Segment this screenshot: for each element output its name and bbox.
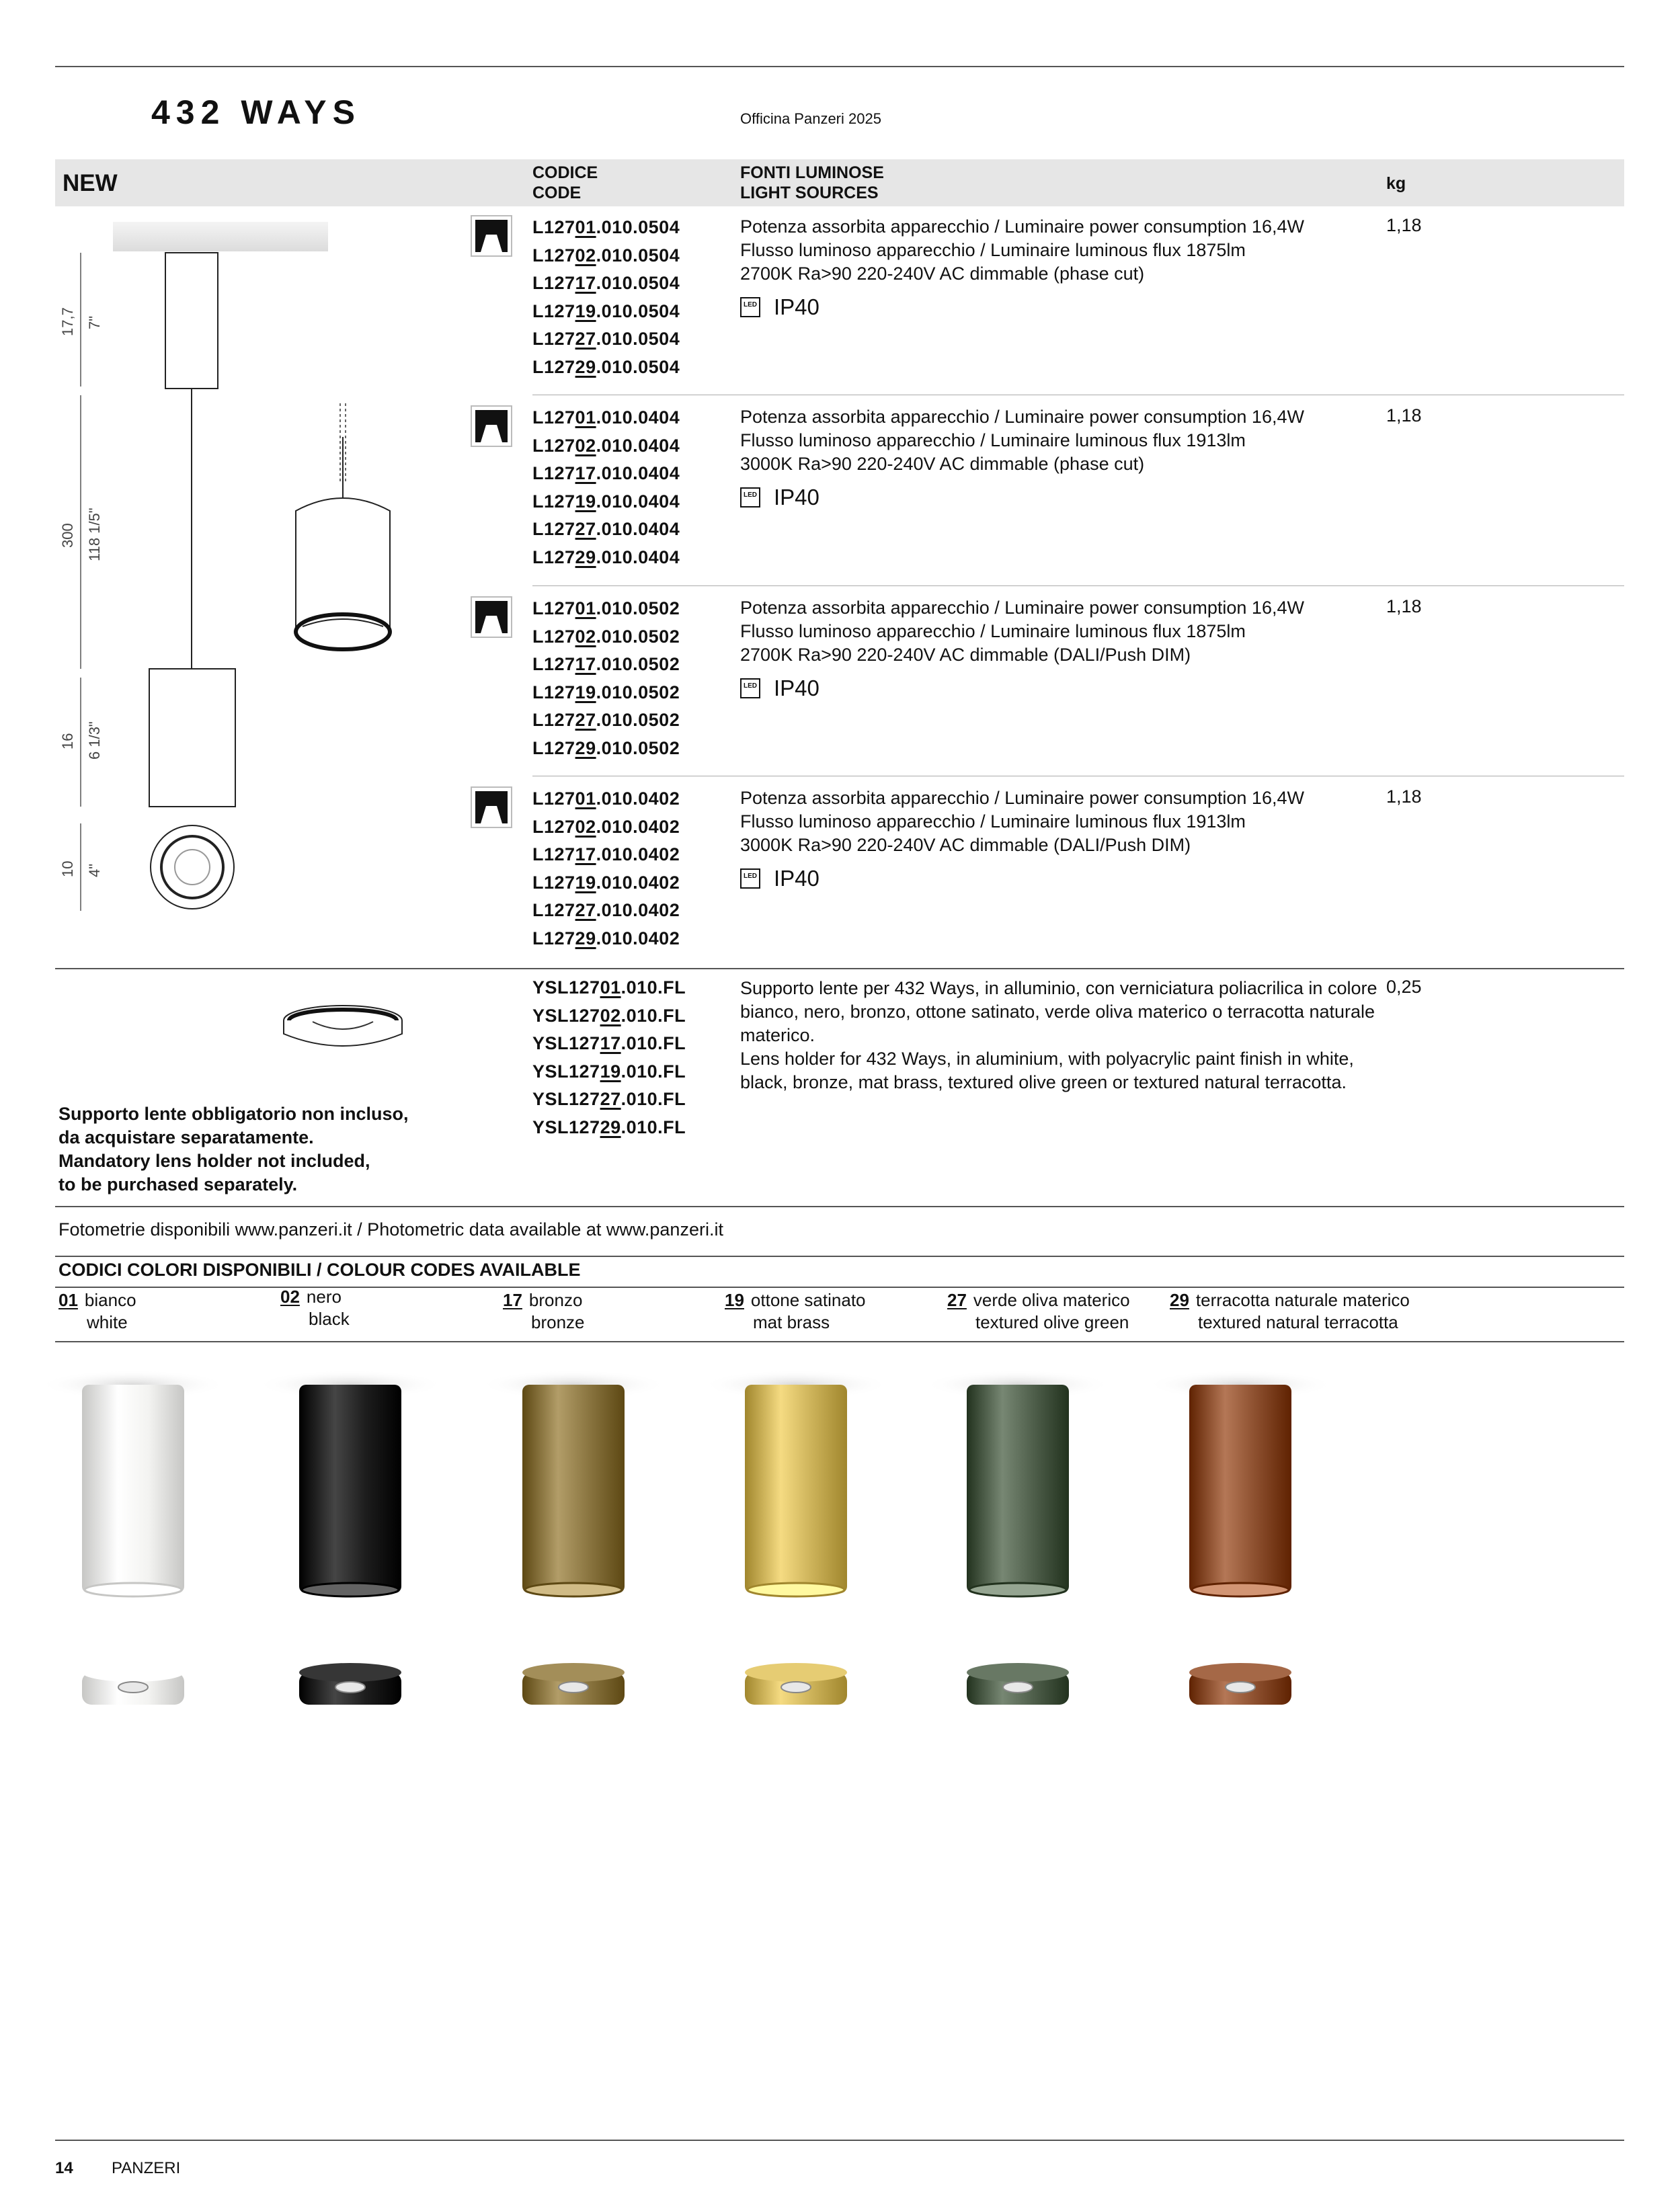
colour-code-number: 27 xyxy=(947,1290,967,1310)
product-code-col: 19 xyxy=(575,491,596,512)
lens-holder-code xyxy=(532,1058,686,1086)
product-code xyxy=(532,735,680,763)
weight-value: 1,18 xyxy=(1386,405,1422,425)
product-code-col: 02 xyxy=(575,435,596,456)
lens-holder-desc-en: Lens holder for 432 Ways, in aluminium, with polyacrylic paint finish in white, black, bronze, mat brass, textured olive green or textured natural terracotta. xyxy=(740,1049,1354,1092)
cylinder-rim xyxy=(1192,1583,1289,1596)
cylinder-rim xyxy=(969,1583,1066,1596)
bottom-view-lens xyxy=(175,850,210,885)
product-code-pre: L127 xyxy=(532,626,575,647)
product-code-pre: L127 xyxy=(532,900,575,920)
cylinder-body xyxy=(522,1385,625,1593)
render-02 xyxy=(256,1371,444,1705)
spec-line2: Flusso luminoso apparecchio / Luminaire luminous flux 1875lm xyxy=(740,240,1246,260)
lens-code-col: 19 xyxy=(600,1061,621,1082)
product-code xyxy=(532,544,680,572)
product-code-suf: .010.0504 xyxy=(596,273,680,293)
product-code-suf: .010.0504 xyxy=(596,356,680,377)
dim-label-2-in: 118 1/5" xyxy=(86,508,103,561)
colour-code-01 xyxy=(58,1289,136,1334)
lens-holder-weight: 0,25 xyxy=(1386,977,1422,997)
note-en-1: Mandatory lens holder not included, xyxy=(58,1151,370,1171)
product-code xyxy=(532,516,680,544)
ip-rating-text: IP40 xyxy=(774,676,819,700)
product-code-suf: .010.0504 xyxy=(596,245,680,266)
weight-value: 1,18 xyxy=(1386,596,1422,616)
dim-label-3-cm: 16 xyxy=(59,733,76,749)
product-code-col: 17 xyxy=(575,844,596,864)
product-code-pre: L127 xyxy=(532,598,575,618)
colour-name-en: bronze xyxy=(531,1312,585,1332)
product-code xyxy=(532,488,680,516)
product-code-col: 29 xyxy=(575,546,596,567)
colour-name-en: white xyxy=(87,1312,128,1332)
product-code-col: 27 xyxy=(575,710,596,730)
led-icon: LED xyxy=(740,678,760,698)
group-separator xyxy=(532,585,1624,586)
spec-line1: Potenza assorbita apparecchio / Luminaire power consumption 16,4W xyxy=(740,788,1304,808)
product-code-col: 17 xyxy=(575,463,596,483)
lens-holder-top xyxy=(967,1663,1069,1682)
beam-symbol-icon xyxy=(471,405,512,447)
code-header-it: CODICE xyxy=(532,163,598,182)
colour-name-en: black xyxy=(309,1309,350,1329)
light-source-description xyxy=(740,786,1386,890)
product-code xyxy=(532,651,680,679)
product-code-suf: .010.0502 xyxy=(596,737,680,758)
led-icon: LED xyxy=(740,297,760,317)
lens-code-col: 17 xyxy=(600,1033,621,1053)
colour-code-27 xyxy=(947,1289,1130,1334)
lens-holder-description xyxy=(740,977,1379,1094)
lens-holder-top xyxy=(745,1663,847,1682)
light-sources-header-it: FONTI LUMINOSE xyxy=(740,163,884,182)
lens-holder-top xyxy=(82,1663,184,1682)
product-code-col: 19 xyxy=(575,300,596,321)
photometric-rule xyxy=(55,1206,1624,1207)
led-icon: LED xyxy=(740,487,760,508)
lens-holder-code xyxy=(532,1030,686,1058)
product-code-col: 27 xyxy=(575,329,596,349)
lens-holder-code xyxy=(532,974,686,1002)
product-code xyxy=(532,404,680,432)
product-code-pre: L127 xyxy=(532,463,575,483)
note-it-2: da acquistare separatamente. xyxy=(58,1127,314,1147)
render-27 xyxy=(924,1371,1112,1705)
product-code-pre: L127 xyxy=(532,654,575,674)
spec-line3: 3000K Ra>90 220-240V AC dimmable (phase cut) xyxy=(740,454,1145,474)
body-drawing xyxy=(149,669,235,807)
product-code-pre: L127 xyxy=(532,217,575,237)
light-sources-header xyxy=(740,163,884,203)
product-codes xyxy=(532,785,680,952)
colour-name-it: verde oliva materico xyxy=(973,1290,1130,1310)
product-code-col: 27 xyxy=(575,519,596,539)
colour-code-17 xyxy=(503,1289,585,1334)
colour-code-number: 17 xyxy=(503,1290,522,1310)
colour-code-number: 19 xyxy=(725,1290,744,1310)
lens-holder-code xyxy=(532,1086,686,1114)
lens-render xyxy=(335,1682,365,1693)
product-code-pre: L127 xyxy=(532,435,575,456)
product-code-pre: L127 xyxy=(532,682,575,702)
spec-line1: Potenza assorbita apparecchio / Luminaire power consumption 16,4W xyxy=(740,598,1304,618)
colour-code-29 xyxy=(1170,1289,1410,1334)
product-code-suf: .010.0502 xyxy=(596,654,680,674)
product-code-suf: .010.0404 xyxy=(596,407,680,428)
dim-label-4-in: 4" xyxy=(86,863,103,877)
dim-label-2-cm: 300 xyxy=(59,523,76,548)
product-code-pre: L127 xyxy=(532,928,575,948)
product-code xyxy=(532,813,680,842)
product-code-col: 17 xyxy=(575,654,596,674)
ip-rating xyxy=(740,866,1386,890)
lens-holder-top xyxy=(299,1663,401,1682)
lens-code-suf: .010.FL xyxy=(621,977,686,998)
ip-rating-text: IP40 xyxy=(774,485,819,510)
render-19 xyxy=(702,1371,890,1705)
lens-render xyxy=(559,1682,588,1693)
product-code-pre: L127 xyxy=(532,737,575,758)
product-code xyxy=(532,595,680,623)
product-code-pre: L127 xyxy=(532,407,575,428)
cylinder-rim xyxy=(748,1583,844,1596)
product-codes xyxy=(532,214,680,381)
technical-drawing xyxy=(55,215,432,928)
spec-line1: Potenza assorbita apparecchio / Luminaire power consumption 16,4W xyxy=(740,407,1304,427)
lens-holder-code xyxy=(532,1002,686,1030)
product-code-suf: .010.0402 xyxy=(596,788,680,809)
product-code xyxy=(532,432,680,460)
colour-name-it: bianco xyxy=(84,1290,136,1310)
product-code-pre: L127 xyxy=(532,273,575,293)
product-code xyxy=(532,242,680,270)
colour-code-number: 01 xyxy=(58,1290,78,1310)
product-code-suf: .010.0404 xyxy=(596,463,680,483)
product-code-suf: .010.0502 xyxy=(596,710,680,730)
dim-label-1-cm: 17,7 xyxy=(59,307,76,336)
spec-line3: 2700K Ra>90 220-240V AC dimmable (DALI/Push DIM) xyxy=(740,645,1191,665)
product-code-pre: L127 xyxy=(532,356,575,377)
product-code xyxy=(532,214,680,242)
spec-line3: 2700K Ra>90 220-240V AC dimmable (phase cut) xyxy=(740,263,1145,284)
product-code-col: 29 xyxy=(575,356,596,377)
note-en-2: to be purchased separately. xyxy=(58,1174,298,1194)
product-code-pre: L127 xyxy=(532,519,575,539)
product-code-suf: .010.0402 xyxy=(596,816,680,837)
colour-code-19 xyxy=(725,1289,866,1334)
product-code xyxy=(532,460,680,488)
lens-code-col: 27 xyxy=(600,1089,621,1109)
spec-line1: Potenza assorbita apparecchio / Luminaire power consumption 16,4W xyxy=(740,216,1304,237)
product-code-pre: L127 xyxy=(532,491,575,512)
product-code-pre: L127 xyxy=(532,872,575,893)
cylinder-body xyxy=(745,1385,847,1593)
light-source-description xyxy=(740,405,1386,509)
lens-holder-drawing xyxy=(279,996,407,1057)
product-code-suf: .010.0504 xyxy=(596,300,680,321)
colour-renders xyxy=(27,1371,1439,1748)
colour-code-number: 29 xyxy=(1170,1290,1189,1310)
new-label: NEW xyxy=(63,170,118,196)
product-code-suf: .010.0404 xyxy=(596,435,680,456)
colours-rule-top xyxy=(55,1256,1624,1257)
lens-holder-desc-it: Supporto lente per 432 Ways, in alluminio, con verniciatura poliacrilica in colore bianco, nero, bronzo, ottone satinato, verde oliva materico o terracotta naturale materico. xyxy=(740,978,1377,1045)
beam-symbol-icon xyxy=(471,786,512,828)
product-code xyxy=(532,925,680,953)
lens-code-pre: YSL127 xyxy=(532,1005,600,1026)
lens-code-suf: .010.FL xyxy=(621,1117,686,1137)
lens-code-suf: .010.FL xyxy=(621,1033,686,1053)
canopy-drawing xyxy=(165,253,218,389)
product-codes xyxy=(532,595,680,762)
colour-name-it: terracotta naturale materico xyxy=(1195,1290,1410,1310)
product-code-suf: .010.0402 xyxy=(596,900,680,920)
product-code xyxy=(532,325,680,354)
lens-holder-codes xyxy=(532,974,686,1141)
product-code xyxy=(532,623,680,651)
lens-holder-top xyxy=(1189,1663,1291,1682)
ip-rating xyxy=(740,295,1386,319)
cylinder-rim xyxy=(302,1583,399,1596)
product-code-suf: .010.0502 xyxy=(596,598,680,618)
product-code xyxy=(532,706,680,735)
footer-rule xyxy=(55,2140,1624,2141)
product-code-suf: .010.0502 xyxy=(596,682,680,702)
lens-code-pre: YSL127 xyxy=(532,977,600,998)
light-source-description xyxy=(740,596,1386,700)
lens-code-suf: .010.FL xyxy=(621,1089,686,1109)
colour-name-it: ottone satinato xyxy=(750,1290,866,1310)
product-code-suf: .010.0404 xyxy=(596,519,680,539)
product-code-pre: L127 xyxy=(532,844,575,864)
product-code-col: 27 xyxy=(575,900,596,920)
product-code xyxy=(532,354,680,382)
colour-name-en: textured natural terracotta xyxy=(1198,1312,1398,1332)
ip-rating-text: IP40 xyxy=(774,866,819,891)
cylinder-body xyxy=(299,1385,401,1593)
lens-render xyxy=(118,1682,148,1693)
catalog-subtitle: Officina Panzeri 2025 xyxy=(740,110,881,127)
photometric-link-text[interactable]: Fotometrie disponibili www.panzeri.it / Photometric data available at www.panzeri.it xyxy=(58,1219,723,1240)
lens-code-pre: YSL127 xyxy=(532,1033,600,1053)
lens-render xyxy=(1003,1682,1033,1693)
product-code-pre: L127 xyxy=(532,710,575,730)
product-code-suf: .010.0504 xyxy=(596,329,680,349)
colour-code-number: 02 xyxy=(280,1287,300,1307)
product-code xyxy=(532,298,680,326)
ceiling-plate xyxy=(113,222,328,251)
product-code-suf: .010.0404 xyxy=(596,546,680,567)
lens-render xyxy=(1226,1682,1255,1693)
product-code xyxy=(532,785,680,813)
product-code-col: 17 xyxy=(575,273,596,293)
top-rule xyxy=(55,66,1624,67)
light-source-description xyxy=(740,215,1386,319)
ip-rating-text: IP40 xyxy=(774,294,819,319)
product-code-col: 29 xyxy=(575,737,596,758)
cylinder-body xyxy=(82,1385,184,1593)
lens-holder-note xyxy=(58,1102,408,1197)
weight-value: 1,18 xyxy=(1386,215,1422,235)
ip-rating xyxy=(740,676,1386,700)
product-code xyxy=(532,270,680,298)
colour-name-en: textured olive green xyxy=(975,1312,1129,1332)
page-number: 14 xyxy=(55,2159,73,2177)
led-icon: LED xyxy=(740,868,760,889)
product-code-col: 01 xyxy=(575,788,596,809)
cylinder-rim xyxy=(85,1583,182,1596)
ip-rating xyxy=(740,485,1386,509)
colour-codes-heading: CODICI COLORI DISPONIBILI / COLOUR CODES AVAILABLE xyxy=(58,1260,581,1280)
product-code-pre: L127 xyxy=(532,300,575,321)
page-title: 432 WAYS xyxy=(151,93,361,131)
product-code-col: 29 xyxy=(575,928,596,948)
spec-line2: Flusso luminoso apparecchio / Luminaire luminous flux 1875lm xyxy=(740,621,1246,641)
product-code-pre: L127 xyxy=(532,816,575,837)
cylinder-body xyxy=(967,1385,1069,1593)
colour-name-it: bronzo xyxy=(528,1290,583,1310)
product-code-suf: .010.0504 xyxy=(596,217,680,237)
render-01 xyxy=(39,1371,227,1705)
lens-code-col: 29 xyxy=(600,1117,621,1137)
product-code-suf: .010.0402 xyxy=(596,844,680,864)
dim-label-3-in: 6 1/3" xyxy=(86,721,103,760)
lens-code-pre: YSL127 xyxy=(532,1117,600,1137)
product-code xyxy=(532,841,680,869)
code-header-en: CODE xyxy=(532,184,582,202)
lens-code-pre: YSL127 xyxy=(532,1061,600,1082)
product-code-col: 19 xyxy=(575,682,596,702)
render-29 xyxy=(1146,1371,1334,1705)
kg-header: kg xyxy=(1386,174,1406,193)
product-code-col: 01 xyxy=(575,598,596,618)
product-code-suf: .010.0404 xyxy=(596,491,680,512)
colour-code-02 xyxy=(280,1286,350,1330)
product-code-suf: .010.0502 xyxy=(596,626,680,647)
lens-holder-code xyxy=(532,1114,686,1142)
product-code-col: 19 xyxy=(575,872,596,893)
code-header xyxy=(532,163,598,203)
beam-symbol-icon xyxy=(471,596,512,638)
render-17 xyxy=(479,1371,668,1705)
lens-code-suf: .010.FL xyxy=(621,1061,686,1082)
beam-symbol-icon xyxy=(471,215,512,257)
product-code-col: 01 xyxy=(575,217,596,237)
product-code xyxy=(532,869,680,897)
cylinder-body xyxy=(1189,1385,1291,1593)
dim-label-4-cm: 10 xyxy=(59,860,76,877)
product-code-pre: L127 xyxy=(532,329,575,349)
product-code xyxy=(532,897,680,925)
spec-line2: Flusso luminoso apparecchio / Luminaire luminous flux 1913lm xyxy=(740,811,1246,832)
lens-holder-rule xyxy=(55,968,1624,969)
lens-code-pre: YSL127 xyxy=(532,1089,600,1109)
lens-code-col: 01 xyxy=(600,977,621,998)
product-code-pre: L127 xyxy=(532,245,575,266)
product-code-suf: .010.0402 xyxy=(596,928,680,948)
product-code-col: 02 xyxy=(575,626,596,647)
weight-value: 1,18 xyxy=(1386,786,1422,807)
dim-label-1-in: 7" xyxy=(86,315,103,329)
colour-name-it: nero xyxy=(306,1287,342,1307)
spec-line3: 3000K Ra>90 220-240V AC dimmable (DALI/Push DIM) xyxy=(740,835,1191,855)
lens-code-suf: .010.FL xyxy=(621,1005,686,1026)
colours-rule-bottom xyxy=(55,1341,1624,1342)
product-code-col: 01 xyxy=(575,407,596,428)
product-codes xyxy=(532,404,680,571)
cylinder-rim xyxy=(525,1583,622,1596)
colour-name-en: mat brass xyxy=(753,1312,830,1332)
spec-line2: Flusso luminoso apparecchio / Luminaire luminous flux 1913lm xyxy=(740,430,1246,450)
product-code xyxy=(532,679,680,707)
lens-holder-top xyxy=(522,1663,625,1682)
footer-brand: PANZERI xyxy=(112,2159,181,2177)
lens-render xyxy=(781,1682,811,1693)
lens-code-col: 02 xyxy=(600,1005,621,1026)
product-code-col: 02 xyxy=(575,816,596,837)
product-code-col: 02 xyxy=(575,245,596,266)
product-code-pre: L127 xyxy=(532,788,575,809)
product-code-pre: L127 xyxy=(532,546,575,567)
note-it-1: Supporto lente obbligatorio non incluso, xyxy=(58,1104,409,1124)
product-code-suf: .010.0402 xyxy=(596,872,680,893)
light-sources-header-en: LIGHT SOURCES xyxy=(740,184,879,202)
